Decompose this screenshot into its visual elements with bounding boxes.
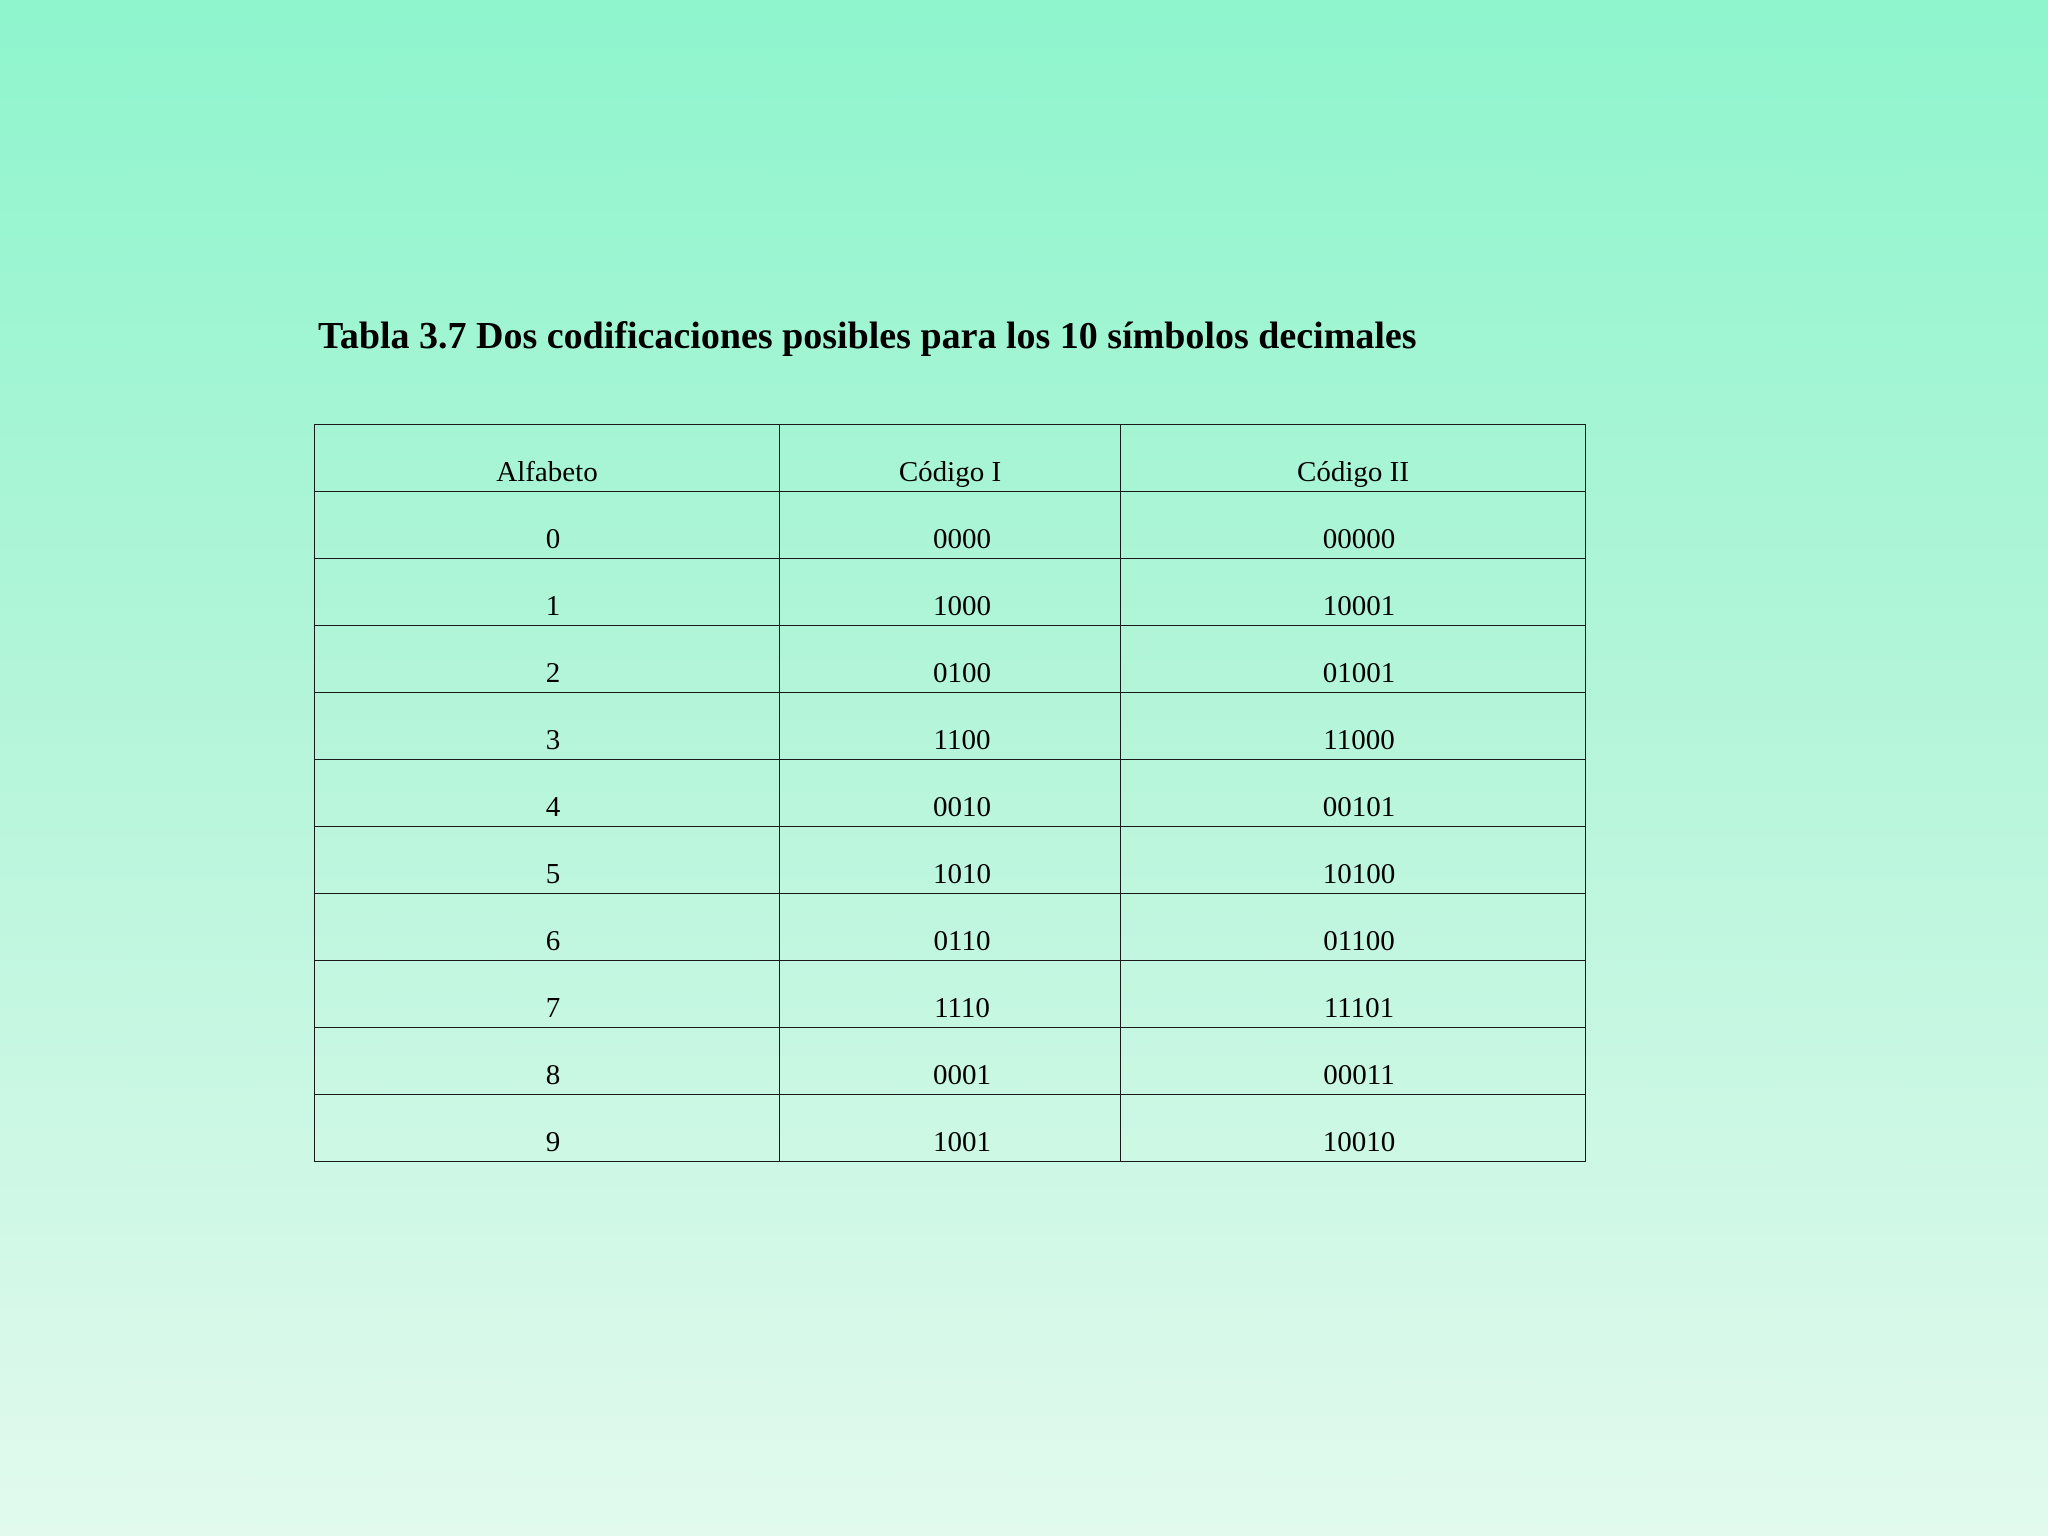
- alfabeto-cell: 0: [315, 492, 780, 559]
- table-row: [315, 492, 1586, 559]
- codigo-i-cell: 0001: [780, 1028, 1121, 1095]
- codigo-ii-cell: 11101: [1121, 961, 1586, 1028]
- codigo-i-cell: 0100: [780, 626, 1121, 693]
- codigo-ii-cell: 00000: [1121, 492, 1586, 559]
- column-header-codigo-ii: Código II: [1121, 425, 1586, 492]
- table-row: [315, 693, 1586, 760]
- table-row: [315, 626, 1586, 693]
- codigo-i-cell: 1001: [780, 1095, 1121, 1162]
- codigo-i-cell: 0110: [780, 894, 1121, 961]
- codigo-ii-cell: 01001: [1121, 626, 1586, 693]
- column-header-codigo-i: Código I: [780, 425, 1121, 492]
- table-row: [315, 1028, 1586, 1095]
- codigo-ii-cell: 11000: [1121, 693, 1586, 760]
- table-row: [315, 760, 1586, 827]
- table-header-row: [315, 425, 1586, 492]
- codigo-i-cell: 0000: [780, 492, 1121, 559]
- codigo-i-cell: 0010: [780, 760, 1121, 827]
- alfabeto-cell: 4: [315, 760, 780, 827]
- alfabeto-cell: 6: [315, 894, 780, 961]
- codigo-i-cell: 1100: [780, 693, 1121, 760]
- codigo-ii-cell: 00101: [1121, 760, 1586, 827]
- slide-title: Tabla 3.7 Dos codificaciones posibles para los 10 símbolos decimales: [318, 315, 1417, 357]
- table-row: [315, 1095, 1586, 1162]
- table-row: [315, 827, 1586, 894]
- codigo-i-cell: 1000: [780, 559, 1121, 626]
- code-table: [314, 424, 1586, 1162]
- codigo-ii-cell: 10001: [1121, 559, 1586, 626]
- codigo-i-cell: 1010: [780, 827, 1121, 894]
- codigo-ii-cell: 10010: [1121, 1095, 1586, 1162]
- alfabeto-cell: 2: [315, 626, 780, 693]
- alfabeto-cell: 8: [315, 1028, 780, 1095]
- table-row: [315, 894, 1586, 961]
- column-header-alfabeto: Alfabeto: [315, 425, 780, 492]
- table-row: [315, 559, 1586, 626]
- codigo-i-cell: 1110: [780, 961, 1121, 1028]
- codigo-ii-cell: 00011: [1121, 1028, 1586, 1095]
- codigo-ii-cell: 01100: [1121, 894, 1586, 961]
- alfabeto-cell: 5: [315, 827, 780, 894]
- table-row: [315, 961, 1586, 1028]
- alfabeto-cell: 7: [315, 961, 780, 1028]
- alfabeto-cell: 3: [315, 693, 780, 760]
- alfabeto-cell: 9: [315, 1095, 780, 1162]
- codigo-ii-cell: 10100: [1121, 827, 1586, 894]
- alfabeto-cell: 1: [315, 559, 780, 626]
